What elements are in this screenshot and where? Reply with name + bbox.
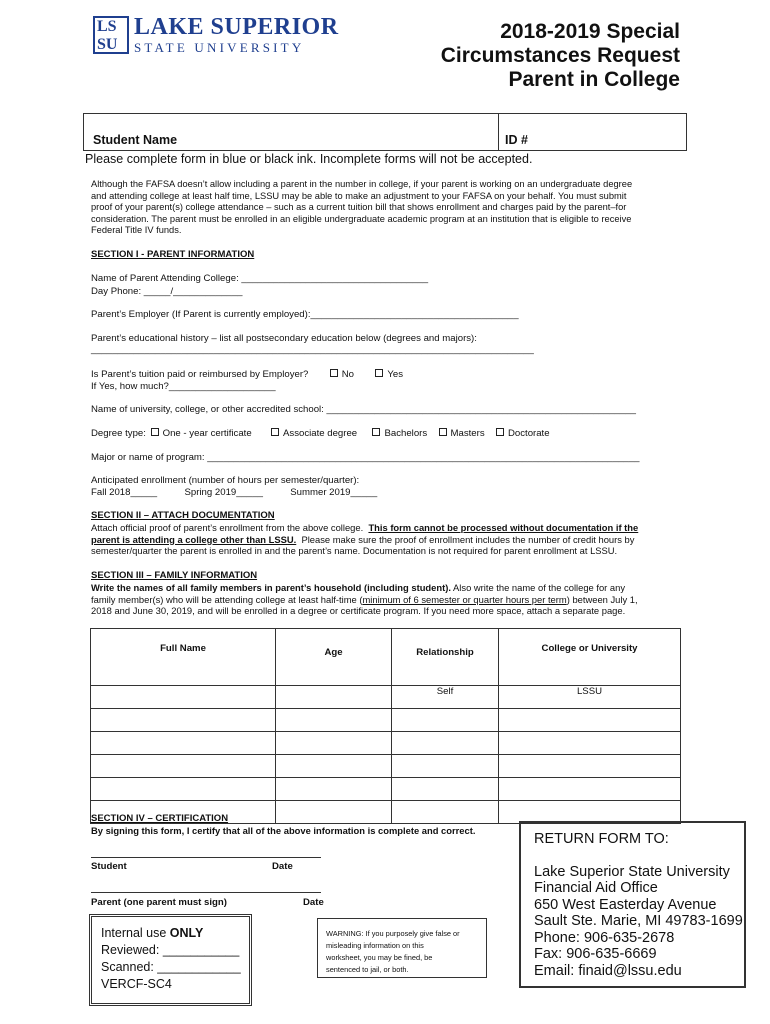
fall-hours-field[interactable]: Fall 2018_____ (91, 487, 158, 498)
major-field[interactable]: Major or name of program: _________________________________________________________________________________ (91, 452, 640, 463)
table-cell[interactable] (392, 732, 499, 755)
certification-statement: By signing this form, I certify that all of the above information is complete and correct. (91, 825, 476, 836)
section3-heading: SECTION III – FAMILY INFORMATION (91, 570, 258, 581)
col-college: College or University (499, 629, 681, 686)
enrollment-terms (91, 487, 377, 498)
table-cell[interactable] (91, 686, 276, 709)
return-address-line: Financial Aid Office (534, 880, 658, 896)
table-cell[interactable] (499, 709, 681, 732)
tuition-yes-checkbox[interactable] (375, 369, 383, 377)
table-row (91, 686, 681, 709)
table-cell[interactable] (276, 686, 392, 709)
table-cell[interactable] (499, 778, 681, 801)
spring-hours-field[interactable]: Spring 2019_____ (184, 487, 263, 498)
form-title-line-3: Parent in College (508, 68, 680, 91)
degree-option-label: Associate degree (283, 428, 358, 439)
logo-university-name: LAKE SUPERIOR (134, 14, 339, 40)
form-title-line-2: Circumstances Request (440, 44, 680, 67)
table-cell[interactable] (499, 732, 681, 755)
table-cell[interactable] (276, 801, 392, 824)
parent-signature-label: Parent (one parent must sign) (91, 897, 227, 908)
degree-option-label: Bachelors (384, 428, 428, 439)
table-row (91, 709, 681, 732)
degree-type-row (91, 428, 550, 439)
logo-university-subtitle: STATE UNIVERSITY (134, 40, 305, 55)
parent-signature-line[interactable] (91, 892, 321, 893)
return-email[interactable]: Email: finaid@lssu.edu (534, 962, 682, 979)
return-address-line: 650 West Easterday Avenue (534, 896, 717, 913)
section2-text-c: parent is attending a college other than LSSU. (91, 533, 297, 545)
table-cell[interactable] (392, 801, 499, 824)
table-cell[interactable] (499, 755, 681, 778)
table-row (91, 732, 681, 755)
form-code: VERCF-SC4 (101, 977, 172, 991)
section2-text-b: This form cannot be processed without documentation if the (368, 522, 639, 533)
tuition-yes-label: Yes (387, 369, 403, 380)
parent-name-field[interactable]: Name of Parent Attending College: ___________________________________ (91, 273, 429, 284)
table-cell[interactable] (276, 732, 392, 755)
table-row (91, 755, 681, 778)
day-phone-field[interactable]: Day Phone: _____/_____________ (91, 286, 243, 297)
enrollment-label: Anticipated enrollment (number of hours per semester/quarter): (91, 475, 360, 486)
scanned-field: Scanned: ____________ (101, 960, 241, 974)
section3-text-b: family member(s) who will be attending college at least half-time ( (91, 593, 363, 605)
warning-line: sentenced to jail, or both. (326, 965, 409, 974)
table-cell[interactable] (392, 755, 499, 778)
section3-text-underlined: minimum of 6 semester or quarter hours per term (362, 593, 567, 605)
table-row (91, 778, 681, 801)
section2-text-e: semester/quarter the parent is enrolled in and the parent’s name. Documentation is not required for parent enrollment at LSSU. (91, 545, 618, 557)
summer-hours-field[interactable]: Summer 2019_____ (290, 487, 378, 498)
tuition-question (91, 369, 403, 380)
degree-masters-checkbox[interactable] (439, 428, 447, 436)
warning-line: WARNING: If you purposely give false or (326, 929, 460, 938)
degree-bachelors-checkbox[interactable] (372, 428, 380, 436)
school-name-field[interactable]: Name of university, college, or other accredited school: __________________________________________________________ (91, 404, 636, 415)
internal-use-label: Internal use (101, 926, 170, 940)
section2-heading: SECTION II – ATTACH DOCUMENTATION (91, 510, 275, 521)
warning-line: worksheet, you may be fined, be (326, 953, 433, 962)
degree-doctorate-checkbox[interactable] (496, 428, 504, 436)
table-header-row (91, 629, 681, 686)
degree-associate-checkbox[interactable] (271, 428, 279, 436)
table-cell[interactable]: LSSU (499, 686, 681, 709)
internal-use-only: ONLY (169, 926, 204, 940)
student-box-divider (498, 114, 499, 150)
intro-line: consideration. The parent must be enrolled in an eligible undergraduate academic program at an institution that is eligible to receive (91, 213, 632, 224)
table-cell[interactable]: Self (392, 686, 499, 709)
logo-mark-top: LS (97, 18, 117, 35)
reviewed-field: Reviewed: ___________ (101, 943, 240, 957)
section4-heading: SECTION IV – CERTIFICATION (91, 813, 229, 824)
col-full-name: Full Name (91, 629, 276, 686)
section3-text-c: 2018 and June 30, 2019, and will be enrolled in a degree or certificate program. If you need more space, attach a separate page. (91, 605, 626, 617)
education-history-label: Parent’s educational history – list all postsecondary education below (degrees and majors): (91, 333, 477, 344)
education-history-field[interactable]: ___________________________________________________________________________________ (91, 344, 534, 355)
return-address-line: Lake Superior State University (534, 863, 730, 880)
how-much-field[interactable]: If Yes, how much?____________________ (91, 381, 276, 392)
section2-text-d: Please make sure the proof of enrollment includes the number of credit hours by (301, 533, 635, 545)
student-signature-label: Student (91, 861, 127, 872)
table-cell[interactable] (91, 778, 276, 801)
col-relationship: Relationship (392, 629, 499, 686)
employer-field[interactable]: Parent’s Employer (If Parent is currently employed):_______________________________________ (91, 309, 519, 320)
form-title-line-1: 2018-2019 Special (500, 20, 680, 43)
university-logo-mark (93, 16, 129, 54)
logo-mark-bottom: SU (97, 36, 118, 53)
section2-text-a: Attach official proof of parent’s enrollment from the above college. (91, 522, 364, 533)
table-cell[interactable] (276, 755, 392, 778)
section3-text (91, 582, 686, 617)
table-cell[interactable] (91, 732, 276, 755)
return-fax: Fax: 906-635-6669 (534, 946, 657, 962)
section3-text-a: Also write the name of the college for any (453, 582, 626, 593)
internal-use-box (89, 914, 252, 1006)
col-age: Age (276, 629, 392, 686)
degree-type-label: Degree type: (91, 428, 146, 439)
table-cell[interactable] (392, 709, 499, 732)
warning-box (317, 918, 487, 978)
ink-instruction: Please complete form in blue or black ink. Incomplete forms will not be accepted. (85, 152, 533, 166)
table-cell[interactable] (276, 709, 392, 732)
table-cell[interactable] (276, 778, 392, 801)
return-address-line: Sault Ste. Marie, MI 49783-1699 (534, 913, 743, 929)
student-id-label: ID # (505, 133, 528, 147)
intro-line: Federal Title IV funds. (91, 225, 182, 236)
table-cell[interactable] (392, 778, 499, 801)
intro-paragraph (91, 179, 686, 237)
parent-date-label: Date (303, 897, 324, 908)
degree-option-label: Masters (450, 428, 485, 439)
student-date-label: Date (272, 861, 293, 872)
section3-text-b-end: ) between July 1, (566, 593, 638, 605)
degree-option-label: Doctorate (507, 428, 550, 439)
degree-option-label: One - year certificate (162, 428, 252, 439)
return-form-box (519, 821, 746, 988)
intro-line: proof of your parent(s) college attendance – such as a current tuition bill that shows enrollment and charges paid by the parent–for (91, 202, 627, 213)
family-members-table (90, 628, 681, 824)
degree-one-year-checkbox[interactable] (151, 428, 159, 436)
table-cell[interactable] (91, 709, 276, 732)
intro-line: Although the FAFSA doesn’t allow including a parent in the number in college, if your parent is working on an undergraduate degree (91, 179, 633, 189)
warning-line: misleading information on this (326, 941, 424, 950)
student-signature-line[interactable] (91, 857, 321, 858)
student-id-box (83, 113, 687, 151)
student-name-label: Student Name (93, 133, 178, 147)
tuition-no-label: No (341, 369, 354, 380)
section1-heading: SECTION I - PARENT INFORMATION (91, 249, 255, 260)
tuition-no-checkbox[interactable] (330, 369, 338, 377)
section3-bold-text: Write the names of all family members in parent’s household (including student). (91, 582, 451, 593)
return-phone: Phone: 906-635-2678 (534, 929, 675, 946)
section2-text (91, 522, 686, 557)
table-cell[interactable] (91, 755, 276, 778)
tuition-question-text: Is Parent’s tuition paid or reimbursed by Employer? (91, 369, 309, 380)
intro-line: and attending college at least half time, LSSU may be able to make an adjustment to your FAFSA on your behalf. You must submit (91, 190, 627, 201)
return-form-title: RETURN FORM TO: (534, 831, 669, 847)
